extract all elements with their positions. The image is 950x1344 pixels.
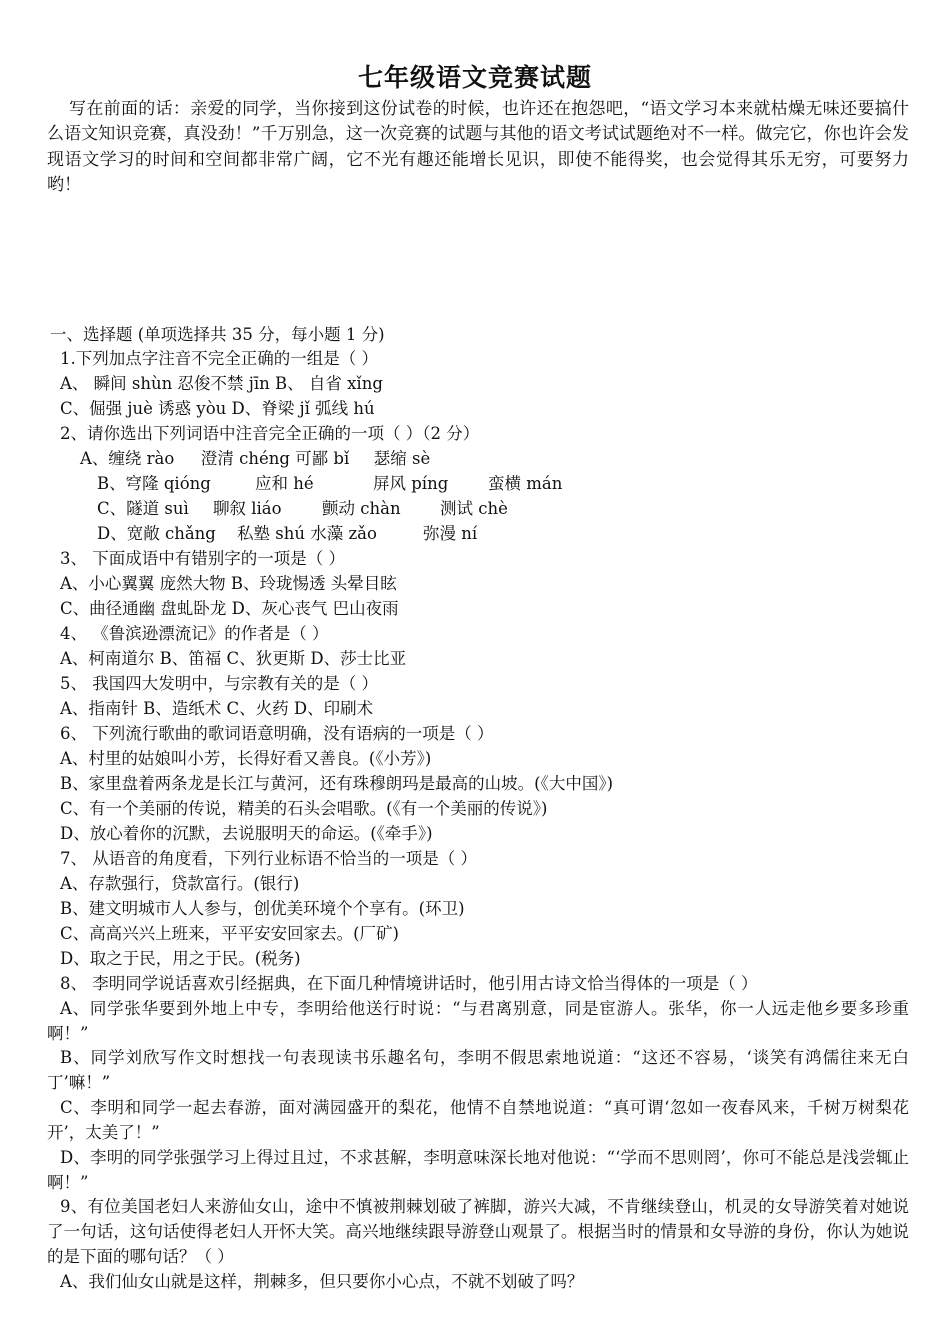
q8-option-a: A、同学张华要到外地上中专，李明给他送行时说：“与君离别意，同是宦游人。张华，你一人远走他乡要多珍重啊！”: [47, 999, 909, 1043]
q2-c-part4: 测试 chè: [440, 499, 508, 518]
q8-stem: 8、 李明同学说话喜欢引经据典，在下面几种情境讲话时，他引用古诗文恰当得体的一项是（ ）: [60, 974, 758, 993]
q6-option-c: C、有一个美丽的传说，精美的石头会唱歌。(《有一个美丽的传说》): [60, 799, 548, 818]
q2-option-a: [80, 447, 430, 472]
q2-a-part1: A、缠绕 rào: [80, 449, 175, 468]
q4-options: A、柯南道尔 B、笛福 C、狄更斯 D、莎士比亚: [60, 649, 407, 668]
q3-stem: 3、 下面成语中有错别字的一项是（ ）: [60, 549, 345, 568]
q2-d-part3: 弥漫 ní: [423, 524, 478, 543]
q1-options-cd: C、倔强 juè 诱惑 yòu D、脊梁 jǐ 弧线 hú: [60, 399, 375, 418]
q7-option-a: A、存款强行，贷款富行。(银行): [60, 874, 300, 893]
q1-stem: 1.下列加点字注音不完全正确的一组是（ ）: [60, 349, 378, 368]
q2-d-part1: D、宽敞 chǎng: [97, 524, 216, 543]
q2-option-b: [97, 472, 562, 497]
q2-c-part2: 聊叙 liáo: [213, 499, 282, 518]
q2-d-part2: 私塾 shú 水藻 zǎo: [237, 524, 377, 543]
q4-stem: 4、 《鲁滨逊漂流记》的作者是（ ）: [60, 624, 329, 643]
q2-b-part1: B、穹隆 qióng: [97, 474, 211, 493]
page-title: 七年级语文竞赛试题: [357, 63, 592, 92]
q2-b-part3: 屏风 píng: [373, 474, 449, 493]
q6-stem: 6、 下列流行歌曲的歌词语意明确，没有语病的一项是（ ）: [60, 724, 494, 743]
q2-a-part2: 澄清 chéng 可鄙 bǐ: [200, 449, 350, 468]
q9-stem: 9、有位美国老妇人来游仙女山，途中不慎被荆棘划破了裤脚，游兴大减，不肯继续登山，机灵的女导游笑着对她说了一句话，这句话使得老妇人开怀大笑。高兴地继续跟导游登山观景了。根据当时的情景和女导游的身份，你认为她说的是下面的哪句话？（ ）: [47, 1197, 909, 1266]
q6-option-b: B、家里盘着两条龙是长江与黄河，还有珠穆朗玛是最高的山坡。(《大中国》): [60, 774, 613, 793]
q7-option-d: D、取之于民，用之于民。(税务): [60, 949, 301, 968]
q5-options: A、指南针 B、造纸术 C、火药 D、印刷术: [60, 699, 374, 718]
q2-option-d: [97, 522, 477, 547]
q9-option-a: A、我们仙女山就是这样，荆棘多，但只要你小心点，不就不划破了吗？: [60, 1272, 584, 1291]
q7-stem: 7、 从语音的角度看，下列行业标语不恰当的一项是（ ）: [60, 849, 477, 868]
q8-option-c: C、李明和同学一起去春游，面对满园盛开的梨花，他情不自禁地说道：“真可谓‘忽如一夜春风来，千树万树梨花开’，太美了！”: [47, 1098, 909, 1142]
q7-option-b: B、建文明城市人人参与，创优美环境个个享有。(环卫): [60, 899, 465, 918]
q8-option-d: D、李明的同学张强学习上得过且过，不求甚解，李明意味深长地对他说：“‘学而不思则罔’，你可不能总是浅尝辄止啊！”: [47, 1148, 909, 1192]
q3-options-ab: A、小心翼翼 庞然大物 B、玲珑惕透 头晕目眩: [60, 574, 397, 593]
q3-options-cd: C、曲径通幽 盘虬卧龙 D、灰心丧气 巴山夜雨: [60, 599, 399, 618]
q2-option-c: [97, 497, 508, 522]
q2-c-part1: C、隧道 suì: [97, 499, 189, 518]
q2-stem: 2、请你选出下列词语中注音完全正确的一项（ ）（2 分）: [60, 424, 480, 443]
q5-stem: 5、 我国四大发明中，与宗教有关的是（ ）: [60, 674, 378, 693]
section-heading-choice: 一、选择题 (单项选择共 35 分，每小题 1 分): [50, 325, 385, 344]
intro-paragraph: 写在前面的话：亲爱的同学，当你接到这份试卷的时候，也许还在抱怨吧，“语文学习本来就枯燥无味还要搞什么语文知识竞赛，真没劲！”千万别急，这一次竞赛的试题与其他的语文考试试题绝对不一样。做完它，你也许会发现语文学习的时间和空间都非常广阔，它不光有趣还能增长见识，即使不能得奖，也会觉得其乐无穷，可要努力哟！: [47, 99, 909, 195]
q8-option-b: B、同学刘欣写作文时想找一句表现读书乐趣名句，李明不假思索地说道：“这还不容易，‘谈笑有鸿儒往来无白丁’嘛！”: [47, 1048, 909, 1092]
q2-b-part4: 蛮横 mán: [488, 474, 563, 493]
q2-a-part3: 瑟缩 sè: [373, 449, 431, 468]
q1-options-ab: A、 瞬间 shùn 忍俊不禁 jīn B、 自省 xǐng: [60, 374, 383, 393]
q2-c-part3: 颤动 chàn: [322, 499, 401, 518]
q6-option-a: A、村里的姑娘叫小芳，长得好看又善良。(《小芳》): [60, 749, 432, 768]
q2-b-part2: 应和 hé: [255, 474, 314, 493]
q6-option-d: D、放心着你的沉默，去说服明天的命运。(《牵手》): [60, 824, 433, 843]
q7-option-c: C、高高兴兴上班来，平平安安回家去。(厂矿): [60, 924, 399, 943]
